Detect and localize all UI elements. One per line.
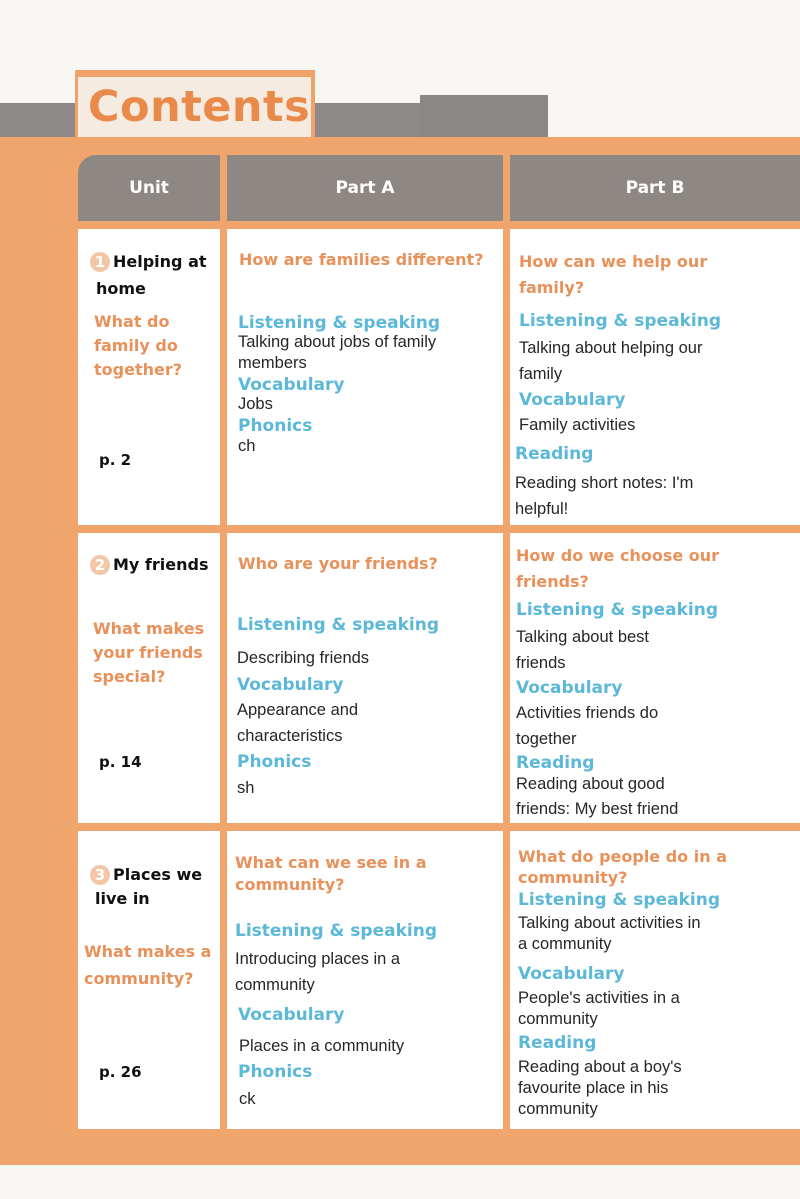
unit-3-b-reading-label: Reading [518,1033,597,1053]
unit-1-page: p. 2 [99,451,132,469]
unit-2-a-phonics-text: sh [237,779,255,797]
unit-1-part-a [227,229,503,525]
unit-1-number: 1 [90,252,110,272]
header-unit: Unit [78,155,220,221]
unit-2-cell [78,533,220,823]
unit-3-b-reading-line2: favourite place in his [518,1079,669,1097]
unit-1-question-line2: family do [94,336,178,355]
unit-2-b-reading-line1: Reading about good [516,775,665,793]
unit-3-title: 3 Places we [90,862,202,888]
unit-2-b-listening-line1: Talking about best [516,628,650,646]
header-band-right [420,95,548,143]
unit-3-title-line2: live in [95,889,150,908]
page-title: Contents [78,77,311,137]
unit-1-a-listening-line2: members [238,354,307,372]
unit-2-b-vocab-line2: together [516,730,577,748]
unit-2-a-phonics-label: Phonics [237,752,312,772]
unit-3-b-question-line2: community? [518,868,628,887]
unit-3-question-line2: community? [84,969,194,988]
unit-3-a-vocab-text: Places in a community [239,1037,405,1055]
unit-3-b-question-line1: What do people do in a [518,847,727,866]
unit-1-cell [78,229,220,525]
unit-3-a-question-line2: community? [235,875,345,894]
unit-1-b-reading-label: Reading [515,444,594,464]
unit-1-question-line3: together? [94,360,183,379]
unit-3-page: p. 26 [99,1063,142,1081]
unit-3-a-listening-line1: Introducing places in a [235,950,401,968]
unit-2-b-vocab-line1: Activities friends do [516,704,659,722]
unit-1-b-reading-line2: helpful! [515,500,569,518]
unit-1-title-line2: home [96,279,146,298]
unit-2-b-question-line2: friends? [516,572,589,591]
unit-3-part-a [227,831,503,1129]
unit-1-b-reading-line1: Reading short notes: I'm [515,474,694,492]
unit-2-a-vocab-label: Vocabulary [237,675,344,695]
unit-2-part-b [510,533,800,823]
unit-2-question-line3: special? [93,667,166,686]
unit-3-b-vocab-line1: People's activities in a [518,989,680,1007]
unit-2-question-line2: your friends [93,643,203,662]
unit-3-b-listening-line1: Talking about activities in [518,914,701,932]
unit-2-title: 2 My friends [90,552,208,578]
unit-3-a-listening-label: Listening & speaking [235,921,437,941]
unit-1-b-question-line2: family? [519,278,585,297]
unit-1-a-vocab-label: Vocabulary [238,375,345,395]
unit-2-part-a [227,533,503,823]
unit-2-b-listening-line2: friends [516,654,566,672]
unit-3-b-reading-line1: Reading about a boy's [518,1058,682,1076]
unit-3-question-line1: What makes a [84,942,212,961]
unit-1-a-phonics-label: Phonics [238,416,313,436]
unit-3-b-listening-line2: a community [518,935,612,953]
unit-3-part-b [510,831,800,1129]
unit-1-a-phonics-text: ch [238,437,256,455]
unit-1-a-listening-line1: Talking about jobs of family [238,333,437,351]
unit-1-b-question-line1: How can we help our [519,252,708,271]
unit-3-a-vocab-label: Vocabulary [238,1005,345,1025]
unit-3-b-vocab-line2: community [518,1010,598,1028]
unit-1-question-line1: What do [94,312,170,331]
unit-2-number: 2 [90,555,110,575]
unit-3-number: 3 [90,865,110,885]
unit-2-a-listening-label: Listening & speaking [237,615,439,635]
unit-2-a-listening-text: Describing friends [237,649,370,667]
unit-1-a-listening-label: Listening & speaking [238,313,440,333]
unit-3-b-listening-label: Listening & speaking [518,890,720,910]
unit-2-b-reading-line2: friends: My best friend [516,800,679,818]
unit-2-a-question: Who are your friends? [238,554,438,573]
unit-1-b-listening-line2: family [519,365,563,383]
unit-2-a-vocab-line1: Appearance and [237,701,359,719]
unit-1-title: 1 Helping at [90,249,207,275]
unit-1-a-question: How are families different? [239,250,484,269]
unit-2-a-vocab-line2: characteristics [237,727,343,745]
unit-1-b-vocab-text: Family activities [519,416,636,434]
unit-1-b-listening-line1: Talking about helping our [519,339,703,357]
unit-3-cell [78,831,220,1129]
unit-3-a-listening-line2: community [235,976,315,994]
unit-3-a-phonics-label: Phonics [238,1062,313,1082]
header-part-a: Part A [227,155,503,221]
unit-3-a-question-line1: What can we see in a [235,853,427,872]
unit-2-page: p. 14 [99,753,142,771]
unit-2-b-vocab-label: Vocabulary [516,678,623,698]
unit-2-b-listening-label: Listening & speaking [516,600,718,620]
unit-3-b-reading-line3: community [518,1100,598,1118]
unit-1-b-listening-label: Listening & speaking [519,311,721,331]
unit-2-question-line1: What makes [93,619,205,638]
unit-2-b-question-line1: How do we choose our [516,546,720,565]
unit-1-b-vocab-label: Vocabulary [519,390,626,410]
header-part-b: Part B [510,155,800,221]
unit-1-a-vocab-text: Jobs [238,395,273,413]
unit-3-a-phonics-text: ck [239,1090,256,1108]
unit-2-b-reading-label: Reading [516,753,595,773]
unit-1-part-b [510,229,800,525]
unit-3-b-vocab-label: Vocabulary [518,964,625,984]
